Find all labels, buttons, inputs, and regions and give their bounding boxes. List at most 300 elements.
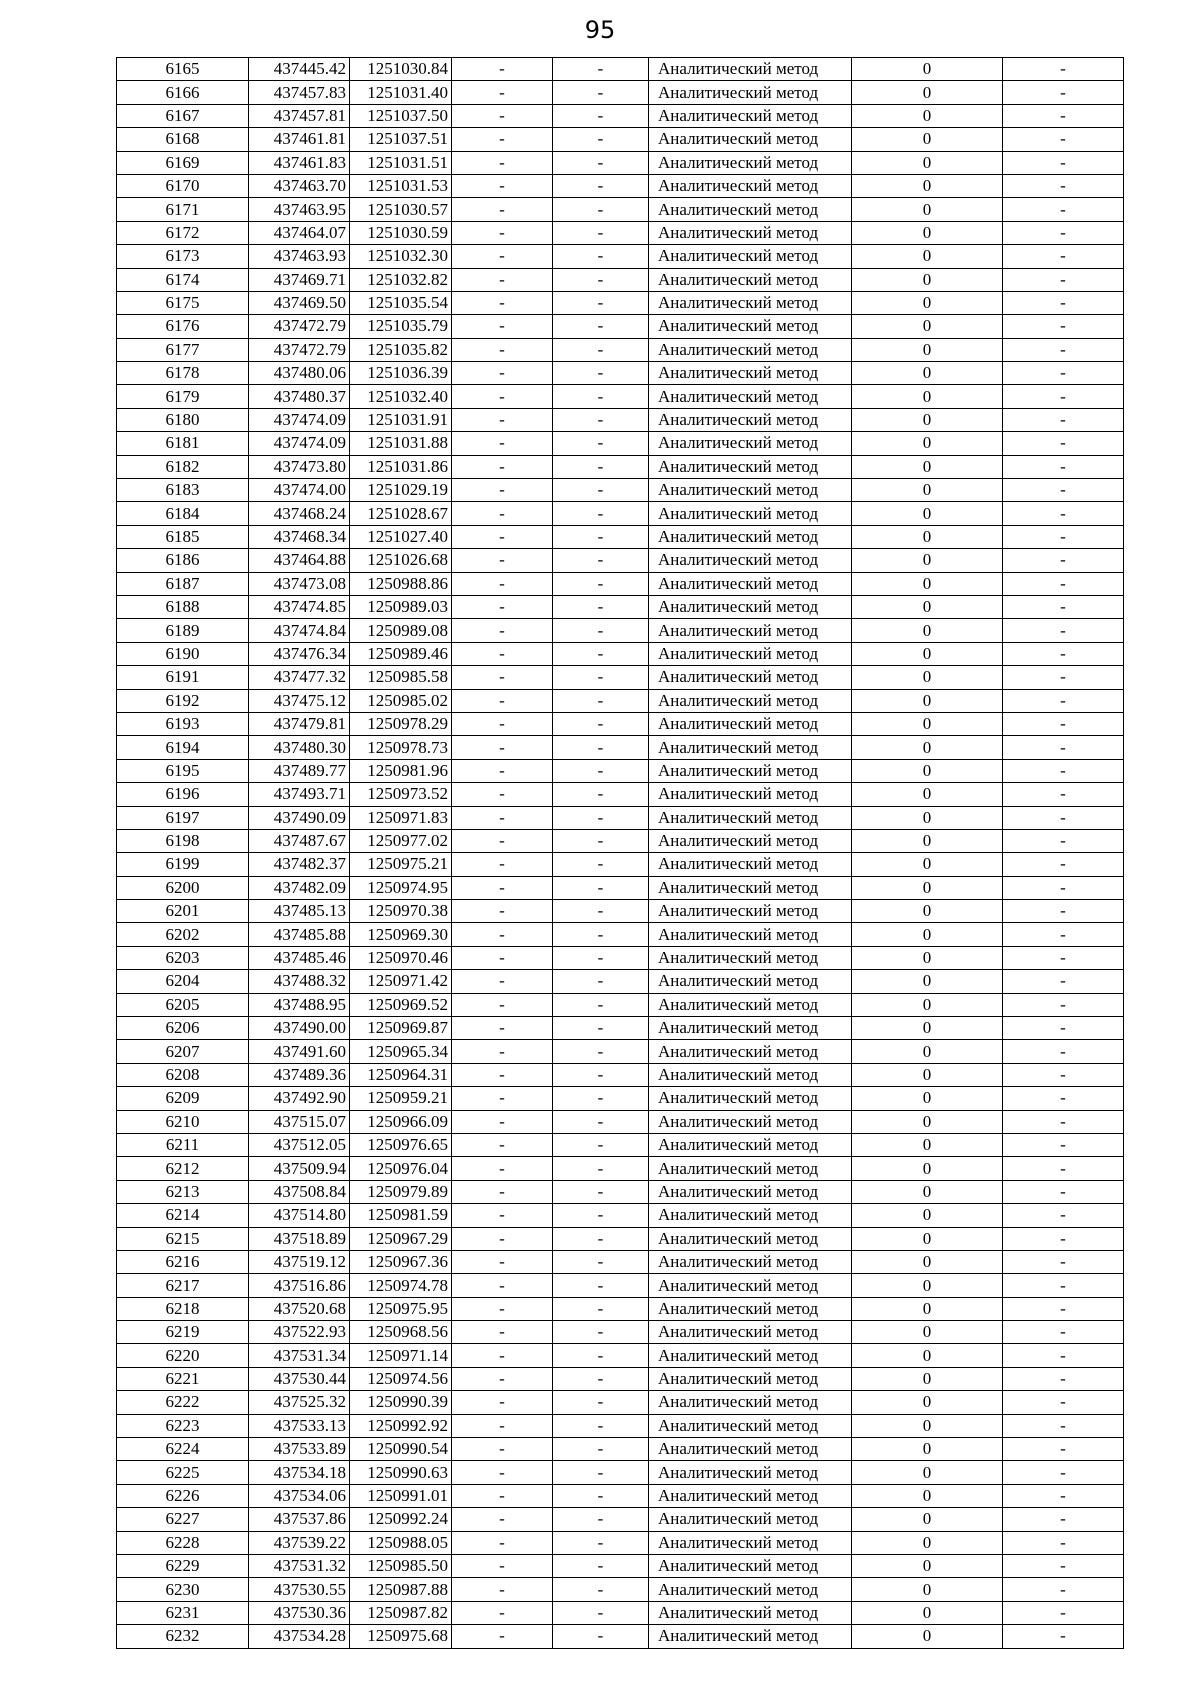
y-coordinate-cell: 1251031.40 [350, 81, 452, 104]
y-coordinate-cell: 1250967.36 [350, 1250, 452, 1273]
method-cell: Аналитический метод [649, 783, 852, 806]
x-coordinate-cell: 437487.67 [249, 829, 350, 852]
table-row [117, 689, 1124, 712]
dash-cell-1: - [452, 689, 553, 712]
x-coordinate-cell: 437469.71 [249, 268, 350, 291]
x-coordinate-cell: 437488.32 [249, 970, 350, 993]
dash-cell-1: - [452, 1017, 553, 1040]
method-cell: Аналитический метод [649, 1438, 852, 1461]
dash-cell-1: - [452, 198, 553, 221]
x-coordinate-cell: 437534.18 [249, 1461, 350, 1484]
value-cell: 0 [852, 291, 1003, 314]
dash-cell-1: - [452, 595, 553, 618]
value-cell: 0 [852, 970, 1003, 993]
x-coordinate-cell: 437485.88 [249, 923, 350, 946]
method-cell: Аналитический метод [649, 759, 852, 782]
table-row [117, 408, 1124, 431]
dash-cell-2: - [553, 1040, 649, 1063]
dash-cell-3: - [1003, 1133, 1124, 1156]
y-coordinate-cell: 1250971.42 [350, 970, 452, 993]
y-coordinate-cell: 1250977.02 [350, 829, 452, 852]
point-number-cell: 6221 [117, 1367, 249, 1390]
point-number-cell: 6175 [117, 291, 249, 314]
point-number-cell: 6176 [117, 315, 249, 338]
method-cell: Аналитический метод [649, 1087, 852, 1110]
value-cell: 0 [852, 1625, 1003, 1648]
x-coordinate-cell: 437493.71 [249, 783, 350, 806]
point-number-cell: 6178 [117, 362, 249, 385]
y-coordinate-cell: 1251037.50 [350, 104, 452, 127]
y-coordinate-cell: 1250988.86 [350, 572, 452, 595]
x-coordinate-cell: 437537.86 [249, 1508, 350, 1531]
x-coordinate-cell: 437533.13 [249, 1414, 350, 1437]
y-coordinate-cell: 1251031.91 [350, 408, 452, 431]
dash-cell-3: - [1003, 408, 1124, 431]
dash-cell-1: - [452, 128, 553, 151]
x-coordinate-cell: 437463.95 [249, 198, 350, 221]
table-row [117, 619, 1124, 642]
table-row [117, 1508, 1124, 1531]
y-coordinate-cell: 1250966.09 [350, 1110, 452, 1133]
value-cell: 0 [852, 1180, 1003, 1203]
value-cell: 0 [852, 829, 1003, 852]
dash-cell-3: - [1003, 1414, 1124, 1437]
dash-cell-3: - [1003, 1578, 1124, 1601]
dash-cell-2: - [553, 900, 649, 923]
method-cell: Аналитический метод [649, 58, 852, 81]
y-coordinate-cell: 1251030.84 [350, 58, 452, 81]
point-number-cell: 6203 [117, 946, 249, 969]
y-coordinate-cell: 1251031.51 [350, 151, 452, 174]
dash-cell-1: - [452, 245, 553, 268]
value-cell: 0 [852, 806, 1003, 829]
dash-cell-3: - [1003, 900, 1124, 923]
point-number-cell: 6189 [117, 619, 249, 642]
y-coordinate-cell: 1250989.46 [350, 642, 452, 665]
dash-cell-3: - [1003, 479, 1124, 502]
x-coordinate-cell: 437463.93 [249, 245, 350, 268]
value-cell: 0 [852, 1555, 1003, 1578]
dash-cell-1: - [452, 1321, 553, 1344]
dash-cell-3: - [1003, 1180, 1124, 1203]
y-coordinate-cell: 1251031.53 [350, 174, 452, 197]
point-number-cell: 6214 [117, 1204, 249, 1227]
method-cell: Аналитический метод [649, 572, 852, 595]
x-coordinate-cell: 437468.24 [249, 502, 350, 525]
dash-cell-2: - [553, 1601, 649, 1624]
y-coordinate-cell: 1250975.21 [350, 853, 452, 876]
dash-cell-2: - [553, 362, 649, 385]
point-number-cell: 6215 [117, 1227, 249, 1250]
value-cell: 0 [852, 549, 1003, 572]
y-coordinate-cell: 1250985.02 [350, 689, 452, 712]
y-coordinate-cell: 1251035.54 [350, 291, 452, 314]
dash-cell-2: - [553, 174, 649, 197]
x-coordinate-cell: 437474.09 [249, 432, 350, 455]
value-cell: 0 [852, 666, 1003, 689]
dash-cell-2: - [553, 759, 649, 782]
y-coordinate-cell: 1250985.58 [350, 666, 452, 689]
dash-cell-1: - [452, 104, 553, 127]
method-cell: Аналитический метод [649, 900, 852, 923]
x-coordinate-cell: 437464.88 [249, 549, 350, 572]
table-row [117, 151, 1124, 174]
dash-cell-2: - [553, 1484, 649, 1507]
table-row [117, 525, 1124, 548]
y-coordinate-cell: 1250992.92 [350, 1414, 452, 1437]
y-coordinate-cell: 1251032.30 [350, 245, 452, 268]
value-cell: 0 [852, 525, 1003, 548]
x-coordinate-cell: 437533.89 [249, 1438, 350, 1461]
y-coordinate-cell: 1251029.19 [350, 479, 452, 502]
point-number-cell: 6224 [117, 1438, 249, 1461]
x-coordinate-cell: 437508.84 [249, 1180, 350, 1203]
method-cell: Аналитический метод [649, 1531, 852, 1554]
table-row [117, 1110, 1124, 1133]
dash-cell-2: - [553, 666, 649, 689]
y-coordinate-cell: 1251032.40 [350, 385, 452, 408]
method-cell: Аналитический метод [649, 946, 852, 969]
dash-cell-2: - [553, 1461, 649, 1484]
point-number-cell: 6202 [117, 923, 249, 946]
value-cell: 0 [852, 1040, 1003, 1063]
value-cell: 0 [852, 1367, 1003, 1390]
point-number-cell: 6219 [117, 1321, 249, 1344]
dash-cell-3: - [1003, 525, 1124, 548]
dash-cell-2: - [553, 479, 649, 502]
dash-cell-1: - [452, 876, 553, 899]
value-cell: 0 [852, 245, 1003, 268]
dash-cell-3: - [1003, 642, 1124, 665]
x-coordinate-cell: 437534.28 [249, 1625, 350, 1648]
dash-cell-3: - [1003, 128, 1124, 151]
dash-cell-1: - [452, 58, 553, 81]
dash-cell-3: - [1003, 806, 1124, 829]
value-cell: 0 [852, 759, 1003, 782]
value-cell: 0 [852, 1601, 1003, 1624]
point-number-cell: 6197 [117, 806, 249, 829]
method-cell: Аналитический метод [649, 291, 852, 314]
dash-cell-2: - [553, 619, 649, 642]
dash-cell-2: - [553, 291, 649, 314]
method-cell: Аналитический метод [649, 362, 852, 385]
x-coordinate-cell: 437479.81 [249, 712, 350, 735]
dash-cell-1: - [452, 1344, 553, 1367]
dash-cell-2: - [553, 689, 649, 712]
method-cell: Аналитический метод [649, 1110, 852, 1133]
value-cell: 0 [852, 1344, 1003, 1367]
dash-cell-2: - [553, 338, 649, 361]
dash-cell-1: - [452, 1227, 553, 1250]
dash-cell-2: - [553, 993, 649, 1016]
method-cell: Аналитический метод [649, 81, 852, 104]
method-cell: Аналитический метод [649, 666, 852, 689]
value-cell: 0 [852, 338, 1003, 361]
table-row [117, 1274, 1124, 1297]
table-row [117, 1087, 1124, 1110]
point-number-cell: 6210 [117, 1110, 249, 1133]
table-row [117, 291, 1124, 314]
y-coordinate-cell: 1251031.88 [350, 432, 452, 455]
dash-cell-3: - [1003, 81, 1124, 104]
dash-cell-3: - [1003, 385, 1124, 408]
method-cell: Аналитический метод [649, 1017, 852, 1040]
method-cell: Аналитический метод [649, 525, 852, 548]
dash-cell-3: - [1003, 993, 1124, 1016]
dash-cell-2: - [553, 1321, 649, 1344]
method-cell: Аналитический метод [649, 455, 852, 478]
point-number-cell: 6231 [117, 1601, 249, 1624]
y-coordinate-cell: 1251030.57 [350, 198, 452, 221]
dash-cell-2: - [553, 549, 649, 572]
point-number-cell: 6211 [117, 1133, 249, 1156]
dash-cell-1: - [452, 1087, 553, 1110]
x-coordinate-cell: 437512.05 [249, 1133, 350, 1156]
dash-cell-2: - [553, 1391, 649, 1414]
dash-cell-1: - [452, 1484, 553, 1507]
dash-cell-3: - [1003, 1391, 1124, 1414]
table-row [117, 993, 1124, 1016]
table-row [117, 338, 1124, 361]
y-coordinate-cell: 1250975.68 [350, 1625, 452, 1648]
table-row [117, 1297, 1124, 1320]
point-number-cell: 6201 [117, 900, 249, 923]
point-number-cell: 6165 [117, 58, 249, 81]
dash-cell-3: - [1003, 970, 1124, 993]
dash-cell-1: - [452, 1508, 553, 1531]
point-number-cell: 6167 [117, 104, 249, 127]
value-cell: 0 [852, 1133, 1003, 1156]
table-row [117, 853, 1124, 876]
value-cell: 0 [852, 1227, 1003, 1250]
dash-cell-1: - [452, 1531, 553, 1554]
point-number-cell: 6190 [117, 642, 249, 665]
value-cell: 0 [852, 946, 1003, 969]
dash-cell-3: - [1003, 104, 1124, 127]
table-row [117, 1040, 1124, 1063]
point-number-cell: 6212 [117, 1157, 249, 1180]
dash-cell-1: - [452, 736, 553, 759]
dash-cell-3: - [1003, 1204, 1124, 1227]
table-row [117, 1367, 1124, 1390]
dash-cell-2: - [553, 572, 649, 595]
dash-cell-3: - [1003, 1274, 1124, 1297]
value-cell: 0 [852, 268, 1003, 291]
x-coordinate-cell: 437463.70 [249, 174, 350, 197]
method-cell: Аналитический метод [649, 408, 852, 431]
y-coordinate-cell: 1251030.59 [350, 221, 452, 244]
dash-cell-2: - [553, 853, 649, 876]
x-coordinate-cell: 437464.07 [249, 221, 350, 244]
table-row [117, 1204, 1124, 1227]
dash-cell-3: - [1003, 1087, 1124, 1110]
x-coordinate-cell: 437457.83 [249, 81, 350, 104]
y-coordinate-cell: 1250975.95 [350, 1297, 452, 1320]
dash-cell-1: - [452, 1063, 553, 1086]
dash-cell-3: - [1003, 432, 1124, 455]
point-number-cell: 6228 [117, 1531, 249, 1554]
dash-cell-3: - [1003, 783, 1124, 806]
dash-cell-1: - [452, 572, 553, 595]
dash-cell-2: - [553, 198, 649, 221]
dash-cell-3: - [1003, 666, 1124, 689]
dash-cell-2: - [553, 455, 649, 478]
method-cell: Аналитический метод [649, 829, 852, 852]
x-coordinate-cell: 437472.79 [249, 338, 350, 361]
x-coordinate-cell: 437472.79 [249, 315, 350, 338]
dash-cell-2: - [553, 595, 649, 618]
y-coordinate-cell: 1250979.89 [350, 1180, 452, 1203]
y-coordinate-cell: 1250971.83 [350, 806, 452, 829]
dash-cell-3: - [1003, 853, 1124, 876]
value-cell: 0 [852, 1110, 1003, 1133]
y-coordinate-cell: 1250987.82 [350, 1601, 452, 1624]
x-coordinate-cell: 437457.81 [249, 104, 350, 127]
x-coordinate-cell: 437530.55 [249, 1578, 350, 1601]
dash-cell-1: - [452, 432, 553, 455]
dash-cell-3: - [1003, 736, 1124, 759]
table-row [117, 1484, 1124, 1507]
dash-cell-3: - [1003, 1625, 1124, 1648]
method-cell: Аналитический метод [649, 642, 852, 665]
dash-cell-2: - [553, 1063, 649, 1086]
x-coordinate-cell: 437485.13 [249, 900, 350, 923]
point-number-cell: 6230 [117, 1578, 249, 1601]
x-coordinate-cell: 437490.00 [249, 1017, 350, 1040]
method-cell: Аналитический метод [649, 1133, 852, 1156]
dash-cell-3: - [1003, 58, 1124, 81]
dash-cell-3: - [1003, 1157, 1124, 1180]
y-coordinate-cell: 1250970.46 [350, 946, 452, 969]
table-row [117, 970, 1124, 993]
dash-cell-3: - [1003, 1438, 1124, 1461]
method-cell: Аналитический метод [649, 221, 852, 244]
table-row [117, 198, 1124, 221]
dash-cell-1: - [452, 1625, 553, 1648]
x-coordinate-cell: 437474.09 [249, 408, 350, 431]
table-row [117, 1438, 1124, 1461]
y-coordinate-cell: 1250992.24 [350, 1508, 452, 1531]
table-row [117, 1461, 1124, 1484]
x-coordinate-cell: 437473.80 [249, 455, 350, 478]
value-cell: 0 [852, 876, 1003, 899]
method-cell: Аналитический метод [649, 1414, 852, 1437]
dash-cell-2: - [553, 1297, 649, 1320]
table-row [117, 923, 1124, 946]
point-number-cell: 6166 [117, 81, 249, 104]
dash-cell-1: - [452, 291, 553, 314]
table-body [117, 58, 1124, 1649]
table-row [117, 806, 1124, 829]
x-coordinate-cell: 437519.12 [249, 1250, 350, 1273]
method-cell: Аналитический метод [649, 970, 852, 993]
dash-cell-1: - [452, 1157, 553, 1180]
dash-cell-3: - [1003, 549, 1124, 572]
value-cell: 0 [852, 572, 1003, 595]
dash-cell-1: - [452, 315, 553, 338]
dash-cell-2: - [553, 1508, 649, 1531]
x-coordinate-cell: 437491.60 [249, 1040, 350, 1063]
method-cell: Аналитический метод [649, 1274, 852, 1297]
table-row [117, 1227, 1124, 1250]
dash-cell-2: - [553, 104, 649, 127]
dash-cell-2: - [553, 806, 649, 829]
dash-cell-3: - [1003, 712, 1124, 735]
dash-cell-1: - [452, 1391, 553, 1414]
method-cell: Аналитический метод [649, 619, 852, 642]
value-cell: 0 [852, 455, 1003, 478]
dash-cell-2: - [553, 923, 649, 946]
table-row [117, 174, 1124, 197]
dash-cell-2: - [553, 1438, 649, 1461]
value-cell: 0 [852, 1274, 1003, 1297]
x-coordinate-cell: 437474.85 [249, 595, 350, 618]
dash-cell-1: - [452, 174, 553, 197]
dash-cell-1: - [452, 642, 553, 665]
dash-cell-3: - [1003, 455, 1124, 478]
dash-cell-1: - [452, 1438, 553, 1461]
value-cell: 0 [852, 151, 1003, 174]
x-coordinate-cell: 437525.32 [249, 1391, 350, 1414]
value-cell: 0 [852, 1321, 1003, 1344]
dash-cell-1: - [452, 1297, 553, 1320]
x-coordinate-cell: 437518.89 [249, 1227, 350, 1250]
dash-cell-1: - [452, 712, 553, 735]
point-number-cell: 6226 [117, 1484, 249, 1507]
dash-cell-3: - [1003, 572, 1124, 595]
table-row [117, 221, 1124, 244]
dash-cell-3: - [1003, 268, 1124, 291]
x-coordinate-cell: 437489.77 [249, 759, 350, 782]
x-coordinate-cell: 437488.95 [249, 993, 350, 1016]
dash-cell-1: - [452, 946, 553, 969]
dash-cell-3: - [1003, 1601, 1124, 1624]
point-number-cell: 6196 [117, 783, 249, 806]
value-cell: 0 [852, 58, 1003, 81]
y-coordinate-cell: 1250974.95 [350, 876, 452, 899]
dash-cell-1: - [452, 1250, 553, 1273]
y-coordinate-cell: 1251028.67 [350, 502, 452, 525]
dash-cell-1: - [452, 1461, 553, 1484]
x-coordinate-cell: 437492.90 [249, 1087, 350, 1110]
table-row [117, 245, 1124, 268]
dash-cell-2: - [553, 268, 649, 291]
dash-cell-3: - [1003, 689, 1124, 712]
value-cell: 0 [852, 385, 1003, 408]
dash-cell-2: - [553, 712, 649, 735]
x-coordinate-cell: 437480.37 [249, 385, 350, 408]
point-number-cell: 6184 [117, 502, 249, 525]
dash-cell-3: - [1003, 1110, 1124, 1133]
point-number-cell: 6220 [117, 1344, 249, 1367]
dash-cell-3: - [1003, 1531, 1124, 1554]
value-cell: 0 [852, 81, 1003, 104]
dash-cell-2: - [553, 1087, 649, 1110]
method-cell: Аналитический метод [649, 479, 852, 502]
table-row [117, 783, 1124, 806]
method-cell: Аналитический метод [649, 1227, 852, 1250]
dash-cell-3: - [1003, 174, 1124, 197]
table-row [117, 759, 1124, 782]
table-row [117, 432, 1124, 455]
point-number-cell: 6205 [117, 993, 249, 1016]
dash-cell-1: - [452, 221, 553, 244]
dash-cell-2: - [553, 1414, 649, 1437]
method-cell: Аналитический метод [649, 1484, 852, 1507]
dash-cell-1: - [452, 151, 553, 174]
point-number-cell: 6171 [117, 198, 249, 221]
value-cell: 0 [852, 1531, 1003, 1554]
